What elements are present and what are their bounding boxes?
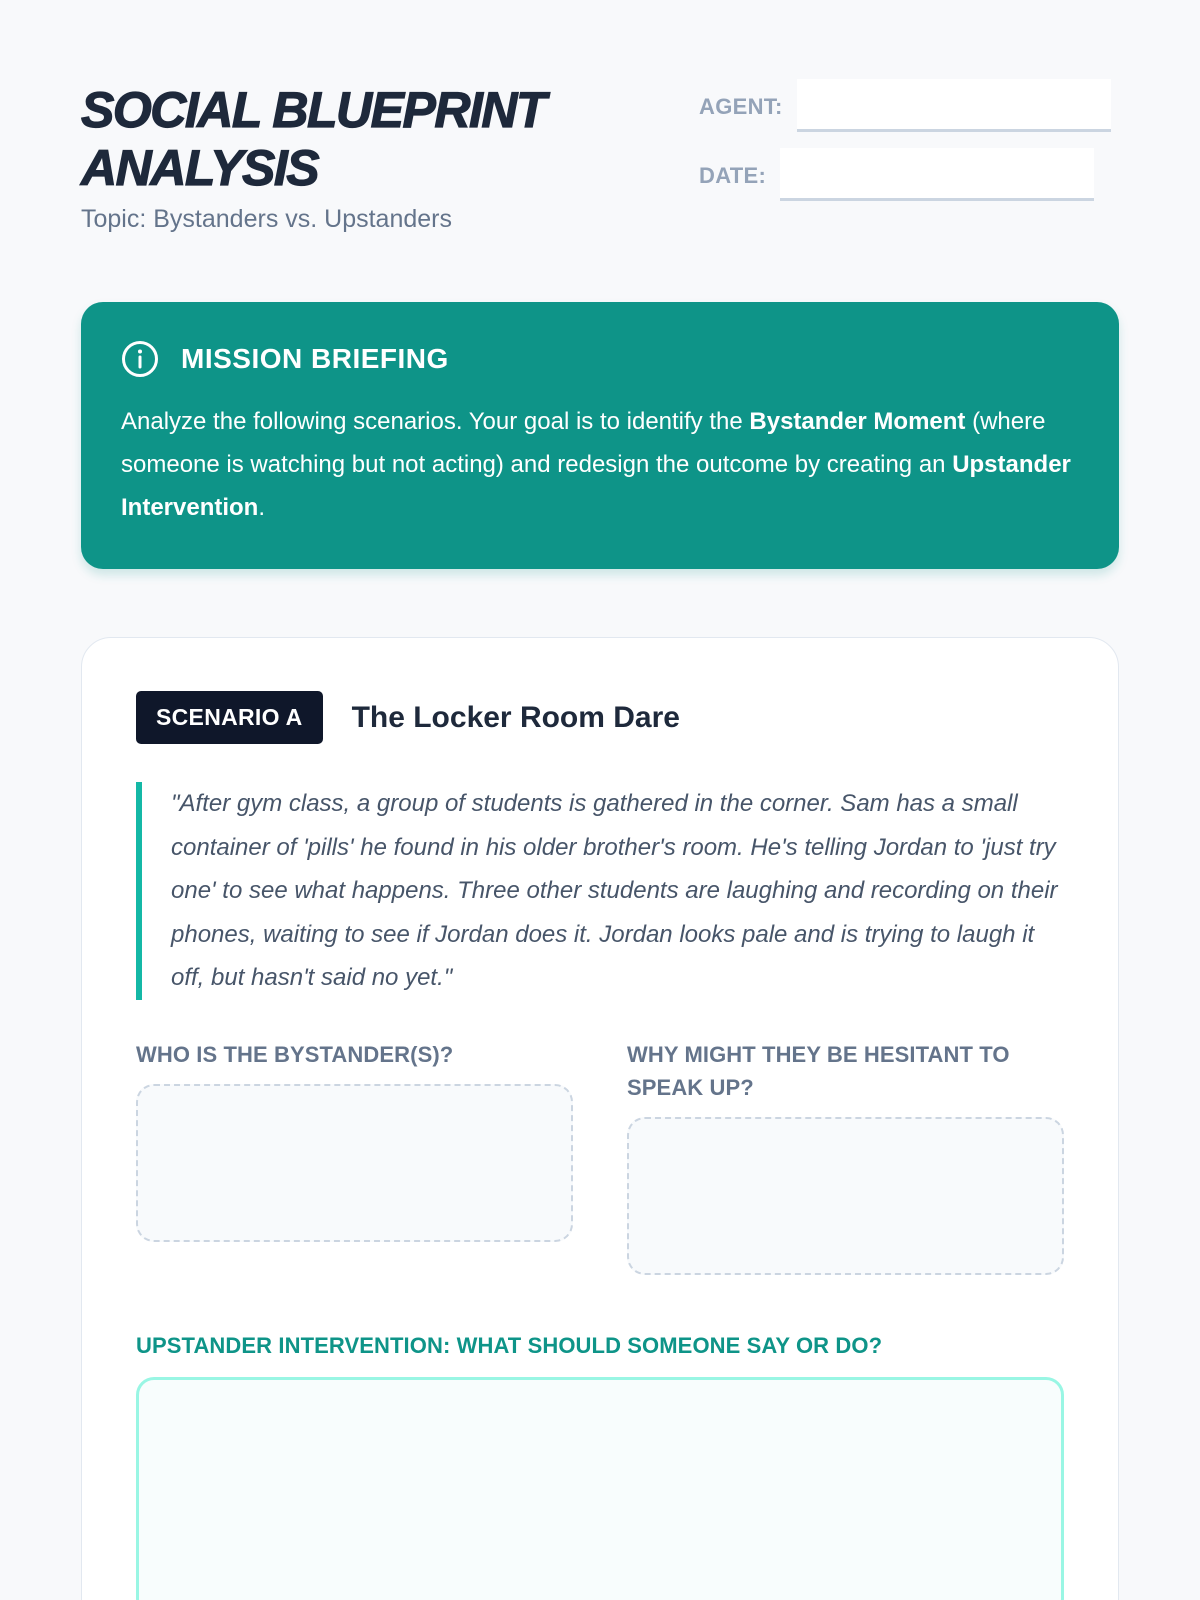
briefing-title: MISSION BRIEFING [181, 343, 449, 374]
page-title: SOCIAL BLUEPRINT ANALYSIS [81, 82, 545, 196]
page-subtitle: Topic: Bystanders vs. Upstanders [81, 205, 452, 233]
agent-field-row [699, 79, 1119, 132]
scenario-title: The Locker Room Dare [351, 700, 680, 734]
answer-box-bystander[interactable] [136, 1084, 573, 1242]
answer-box-hesitant[interactable] [627, 1117, 1064, 1275]
intervention-answer-box[interactable] [136, 1377, 1064, 1600]
briefing-text-part: Analyze the following scenarios. Your goal is to identify the [121, 408, 750, 435]
date-label: DATE: [699, 163, 767, 188]
briefing-text [121, 400, 1079, 529]
briefing-header [121, 340, 1079, 378]
briefing-bold-bystander: Bystander Moment [749, 408, 966, 435]
date-field-row [699, 148, 1119, 201]
question-bystander [136, 1038, 573, 1275]
mission-briefing [81, 302, 1119, 569]
scenario-badge: SCENARIO A [136, 691, 323, 744]
briefing-text-part: . [258, 494, 266, 521]
question-grid [136, 1038, 1064, 1275]
question-label: WHY MIGHT THEY BE HESITANT TO SPEAK UP? [627, 1041, 1010, 1100]
header [81, 81, 1119, 234]
briefing-text-part: (where someone is watching but not acting) and redesign the outcome by creating an [121, 408, 1046, 478]
agent-label: AGENT: [699, 94, 783, 119]
info-icon [121, 340, 159, 378]
title-block [81, 81, 641, 234]
scenario-quote: "After gym class, a group of students is gathered in the corner. Sam has a small container of 'pills' he found in his older brother's room. He's telling Jordan to 'just try one' to see what happens. Three other students are laughing and recording on their phones, waiting to see if Jordan does it. Jordan looks pale and is trying to laugh it off, but hasn't said no yet." [136, 782, 1064, 1000]
briefing-bold-upstander: Upstander Intervention [121, 451, 1071, 521]
question-label: WHO IS THE BYSTANDER(S)? [136, 1041, 454, 1067]
question-hesitant [627, 1038, 1064, 1275]
date-input[interactable] [780, 148, 1094, 201]
student-fields [699, 79, 1119, 217]
intervention-label: UPSTANDER INTERVENTION: WHAT SHOULD SOMEONE SAY OR DO? [136, 1332, 883, 1358]
scenario-header [136, 691, 1064, 744]
agent-input[interactable] [797, 79, 1111, 132]
scenario-card [81, 637, 1119, 1600]
